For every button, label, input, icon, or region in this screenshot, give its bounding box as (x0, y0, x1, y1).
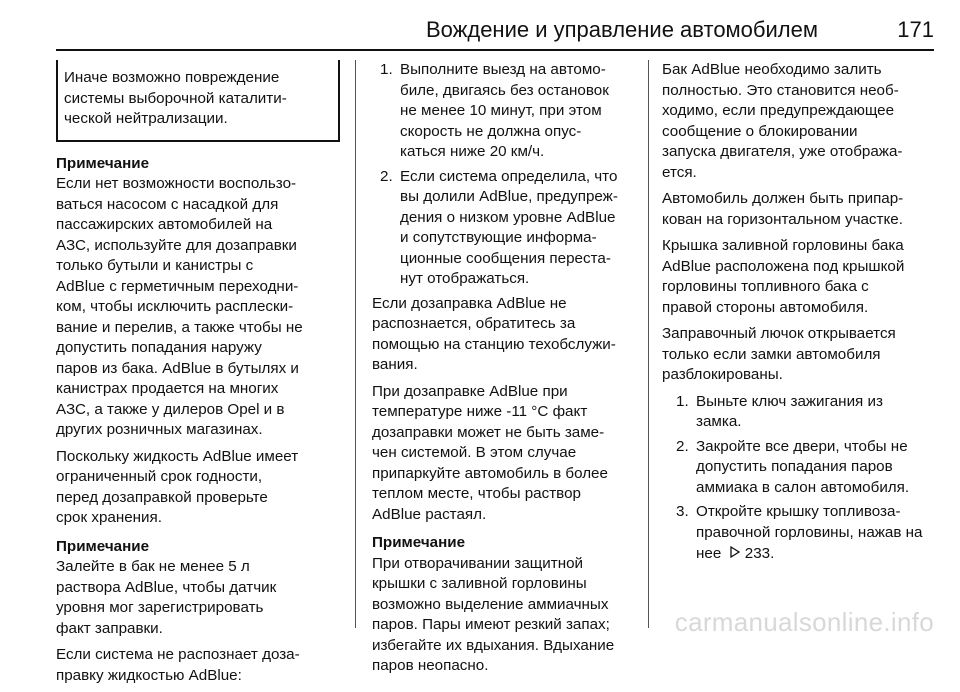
column-middle (372, 60, 636, 683)
text-line: скорость не должна опус- (400, 122, 582, 140)
list-number: 3. (676, 503, 689, 520)
page-header (56, 16, 934, 52)
text-line: температуре ниже -11 °C факт (372, 403, 588, 420)
chapter-title: Вождение и управление автомобилем (425, 17, 818, 42)
text-line: Если система определила, что (400, 167, 618, 185)
text-line: канистрах продается на многих (56, 380, 279, 397)
text-line: AdBlue с герметичным переходни- (56, 277, 299, 295)
text-line: Закройте все двери, чтобы не (696, 437, 908, 455)
paragraph (56, 447, 340, 529)
text-line: чен системой. В этом случае (372, 444, 577, 461)
text-line: ционные сообщения переста- (400, 249, 611, 267)
column-divider (648, 60, 649, 628)
watermark: carmanualsonline.info (674, 607, 934, 637)
text-line: ваться насосом с насадкой для (56, 195, 279, 213)
list-item (662, 502, 930, 565)
list-number: 2. (676, 437, 689, 455)
text-line: Выньте ключ зажигания из (696, 392, 883, 410)
text-line: помощью на станцию техобслужи- (372, 335, 616, 353)
text-line: Автомобиль должен быть припар- (662, 190, 904, 207)
text-line: биле, двигаясь без остановок (400, 81, 609, 99)
paragraph (662, 189, 930, 230)
text-line (696, 543, 930, 565)
paragraph (662, 236, 930, 318)
text-line: не менее 10 минут, при этом (400, 102, 602, 119)
paragraph (662, 60, 930, 183)
text-line: AdBlue растаял. (372, 505, 487, 523)
text-line: теплом месте, чтобы раствор (372, 485, 581, 502)
text-line: АЗС, используйте для дозаправки (56, 236, 297, 254)
text-line: дения о низком уровне AdBlue (400, 208, 616, 226)
text-line: припаркуйте автомобиль в более (372, 464, 608, 482)
text-line: избегайте их вдыхания. Вдыхание (372, 636, 615, 654)
header-divider (56, 49, 934, 51)
text-line: правой стороны автомобиля. (662, 298, 869, 316)
text-line: аммиака в салон автомобиля. (696, 478, 910, 496)
text-line: паров из бака. AdBlue в бутылях и (56, 359, 299, 377)
text-line: Откройте крышку топливоза- (696, 503, 901, 520)
text-line: только если замки автомобиля (662, 345, 881, 363)
warning-box (56, 60, 340, 142)
text-line: пассажирских автомобилей на (56, 216, 273, 233)
text-line: возможно выделение аммиачных (372, 595, 609, 613)
text-line: Заправочный лючок открывается (662, 325, 896, 342)
text-line: паров неопасно. (372, 657, 489, 674)
paragraph (372, 382, 636, 526)
column-divider (355, 60, 356, 628)
text-line: ческой нейтрализации. (64, 110, 228, 127)
text-line: вы долили AdBlue, предупреж- (400, 188, 618, 205)
text-line: вания. (372, 356, 418, 373)
text-line: распознается, обратитесь за (372, 315, 576, 332)
note-text (56, 174, 340, 441)
list-item (662, 392, 930, 433)
list-number: 1. (380, 61, 393, 78)
text-line: АЗС, а также у дилеров Opel и в (56, 400, 285, 418)
text-line: ком, чтобы исключить расплески- (56, 298, 294, 315)
page-number: 171 (897, 17, 934, 42)
text-line: Поскольку жидкость AdBlue имеет (56, 447, 299, 465)
text-line: Крышка заливной горловины бака (662, 237, 904, 254)
text-line: срок хранения. (56, 509, 162, 526)
text-line: и сопутствующие информа- (400, 229, 597, 246)
paragraph (662, 324, 930, 386)
column-right (662, 60, 930, 569)
text-line: Если нет возможности воспользо- (56, 175, 297, 192)
text-line: раствора AdBlue, чтобы датчик (56, 578, 277, 596)
column-left (56, 60, 340, 692)
text-line: горловины топливного бака с (662, 278, 869, 295)
text-line: крышки с заливной горловины (372, 575, 587, 592)
text-line: Иначе возможно повреждение (64, 69, 280, 86)
text-line: Бак AdBlue необходимо залить (662, 61, 882, 78)
text-line: нут отображаться. (400, 270, 530, 287)
text-line: Если дозаправка AdBlue не (372, 294, 567, 312)
text-line: допустить попадания паров (696, 458, 893, 475)
text-line: перед дозаправкой проверьте (56, 488, 268, 506)
text-line: дозаправки может не быть заме- (372, 423, 605, 441)
text-fragment: нее (696, 545, 722, 562)
text-line: замка. (696, 413, 742, 430)
text-line: AdBlue расположена под крышкой (662, 257, 905, 275)
text-line: Выполните выезд на автомо- (400, 61, 606, 78)
note-heading: Примечание (56, 537, 150, 555)
text-line: Если система не распознает доза- (56, 646, 300, 663)
list-number: 2. (380, 167, 393, 185)
text-line: ограниченный срок годности, (56, 468, 263, 485)
text-line: запуска двигателя, уже отобража- (662, 143, 903, 160)
text-line: При отворачивании защитной (372, 554, 584, 572)
text-line: полностью. Это становится необ- (662, 81, 899, 99)
list-item (372, 60, 636, 163)
text-line: других розничных магазинах. (56, 421, 263, 438)
text-line: правочной горловины, нажав на (696, 523, 923, 541)
page-reference-link[interactable]: 233. (744, 545, 775, 562)
note-text (372, 554, 636, 677)
text-line: допустить попадания наружу (56, 339, 262, 356)
text-line: уровня мог зарегистрировать (56, 599, 264, 616)
text-line: Залейте в бак не менее 5 л (56, 558, 250, 575)
text-line: системы выборочной каталити- (64, 89, 287, 107)
note-text (56, 557, 340, 639)
text-line: каться ниже 20 км/ч. (400, 143, 545, 160)
text-line: кован на горизонтальном участке. (662, 210, 903, 228)
text-line: факт заправки. (56, 619, 163, 637)
note-heading: Примечание (56, 154, 150, 172)
paragraph (372, 294, 636, 376)
text-line: правку жидкостью AdBlue: (56, 666, 242, 684)
text-line: ходимо, если предупреждающее (662, 102, 895, 119)
list-number: 1. (676, 392, 689, 410)
text-line: вание и перелив, а также чтобы не (56, 318, 303, 336)
paragraph (56, 645, 340, 686)
text-line: сообщение о блокировании (662, 122, 858, 140)
text-line: паров. Пары имеют резкий запах; (372, 616, 610, 633)
list-item (662, 437, 930, 499)
text-line: ется. (662, 163, 697, 181)
text-line: разблокированы. (662, 366, 783, 383)
text-line: При дозаправке AdBlue при (372, 382, 568, 400)
text-line: только бутыли и канистры с (56, 257, 254, 274)
note-heading: Примечание (372, 534, 466, 551)
play-outline-icon[interactable] (729, 543, 741, 564)
list-item (372, 167, 636, 290)
